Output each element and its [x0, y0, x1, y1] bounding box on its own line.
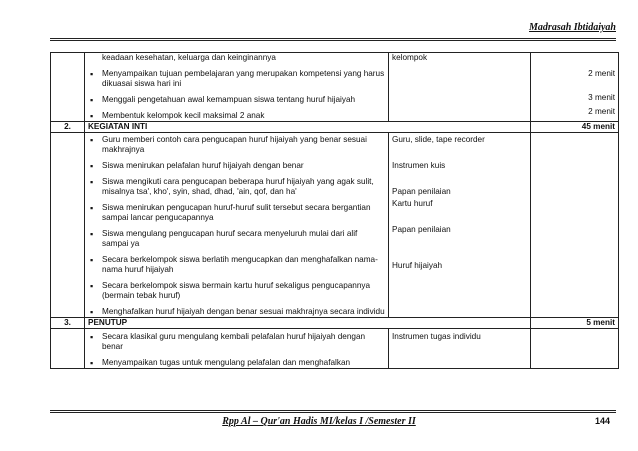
tool-text: Papan penilaian [392, 187, 451, 196]
time-cell [531, 133, 619, 318]
time-cell [531, 53, 619, 122]
section-header-row [51, 122, 619, 133]
document-header-title: Madrasah Ibtidaiyah [529, 22, 616, 33]
page-number: 144 [594, 416, 610, 426]
time-value: 2 menit [588, 69, 615, 78]
header-divider [50, 38, 616, 41]
list-item: ▪ Secara berkelompok siswa bermain kartu huruf sekaligus pengucapannya (bermain tebak huruf) [88, 281, 385, 301]
time-cell [531, 329, 619, 369]
table-row-closing [51, 329, 619, 369]
tool-text: Instrumen tugas individu [392, 332, 481, 341]
tool-text: Guru, slide, tape recorder [392, 135, 485, 144]
list-item: ▪ Menghafalkan huruf hijaiyah dengan benar sesuai makhrajnya secara individu [88, 307, 385, 317]
section-header-row [51, 318, 619, 329]
tool-text: Papan penilaian [392, 225, 451, 234]
table-row-core-activities [51, 133, 619, 318]
number-cell [51, 329, 85, 369]
list-item: ▪ Menggali pengetahuan awal kemampuan siswa tentang huruf hijaiyah [88, 95, 385, 105]
tool-text: Instrumen kuis [392, 161, 446, 170]
list-item: ▪ Siswa menirukan pengucapan huruf-huruf sulit tersebut secara bergantian sampai lancar pengucapannya [88, 203, 385, 223]
list-item: ▪ Menyampaikan tugas untuk mengulang pelafalan dan menghafalkan [88, 358, 385, 368]
section-number: 2. [51, 122, 85, 133]
footer-text: Rpp Al – Qur'an Hadis MI/kelas I /Semester II [222, 416, 416, 427]
list-item: ▪ Secara klasikal guru mengulang kembali pelafalan huruf hijaiyah dengan benar [88, 332, 385, 352]
list-item: ▪ Siswa mengikuti cara pengucapan beberapa huruf hijaiyah yang agak sulit, misalnya tsa', kho', syin, shad, dhad, 'ain, qof, dan ha' [88, 177, 385, 197]
section-time: 45 menit [531, 122, 619, 133]
number-cell [51, 133, 85, 318]
section-number: 3. [51, 318, 85, 329]
list-item: ▪ Guru memberi contoh cara pengucapan huruf hijaiyah yang benar sesuai makhrajnya [88, 135, 385, 155]
activities-cell [85, 53, 389, 122]
tools-cell [389, 53, 531, 122]
tool-text: kelompok [392, 53, 428, 62]
list-item: ▪ Membentuk kelompok kecil maksimal 2 anak [88, 111, 385, 121]
tools-cell [389, 329, 531, 369]
section-title: PENUTUP [85, 318, 531, 329]
section-time: 5 menit [531, 318, 619, 329]
list-item: ▪ Secara berkelompok siswa berlatih mengucapkan dan menghafalkan nama-nama huruf hijaiyah [88, 255, 385, 275]
time-value: 2 menit [588, 107, 615, 116]
list-item: ▪ Menyampaikan tujuan pembelajaran yang merupakan kompetensi yang harus dikuasai siswa hari ini [88, 69, 385, 89]
tools-cell [389, 133, 531, 318]
list-item: ▪ Siswa mengulang pengucapan huruf secara menyeluruh mulai dari alif sampai ya [88, 229, 385, 249]
tool-text: Huruf hijaiyah [392, 261, 443, 270]
list-item: ▪ Siswa menirukan pelafalan huruf hijaiyah dengan benar [88, 161, 385, 171]
table-row-intro-continued [51, 53, 619, 122]
activities-cell [85, 329, 389, 369]
list-item: keadaan kesehatan, keluarga dan keinginannya [102, 53, 276, 62]
tool-text: Kartu huruf [392, 199, 433, 208]
lesson-plan-table [50, 52, 619, 369]
time-value: 3 menit [588, 93, 615, 102]
activities-cell [85, 133, 389, 318]
section-title: KEGIATAN INTI [85, 122, 531, 133]
number-cell [51, 53, 85, 122]
footer-divider [50, 410, 616, 413]
